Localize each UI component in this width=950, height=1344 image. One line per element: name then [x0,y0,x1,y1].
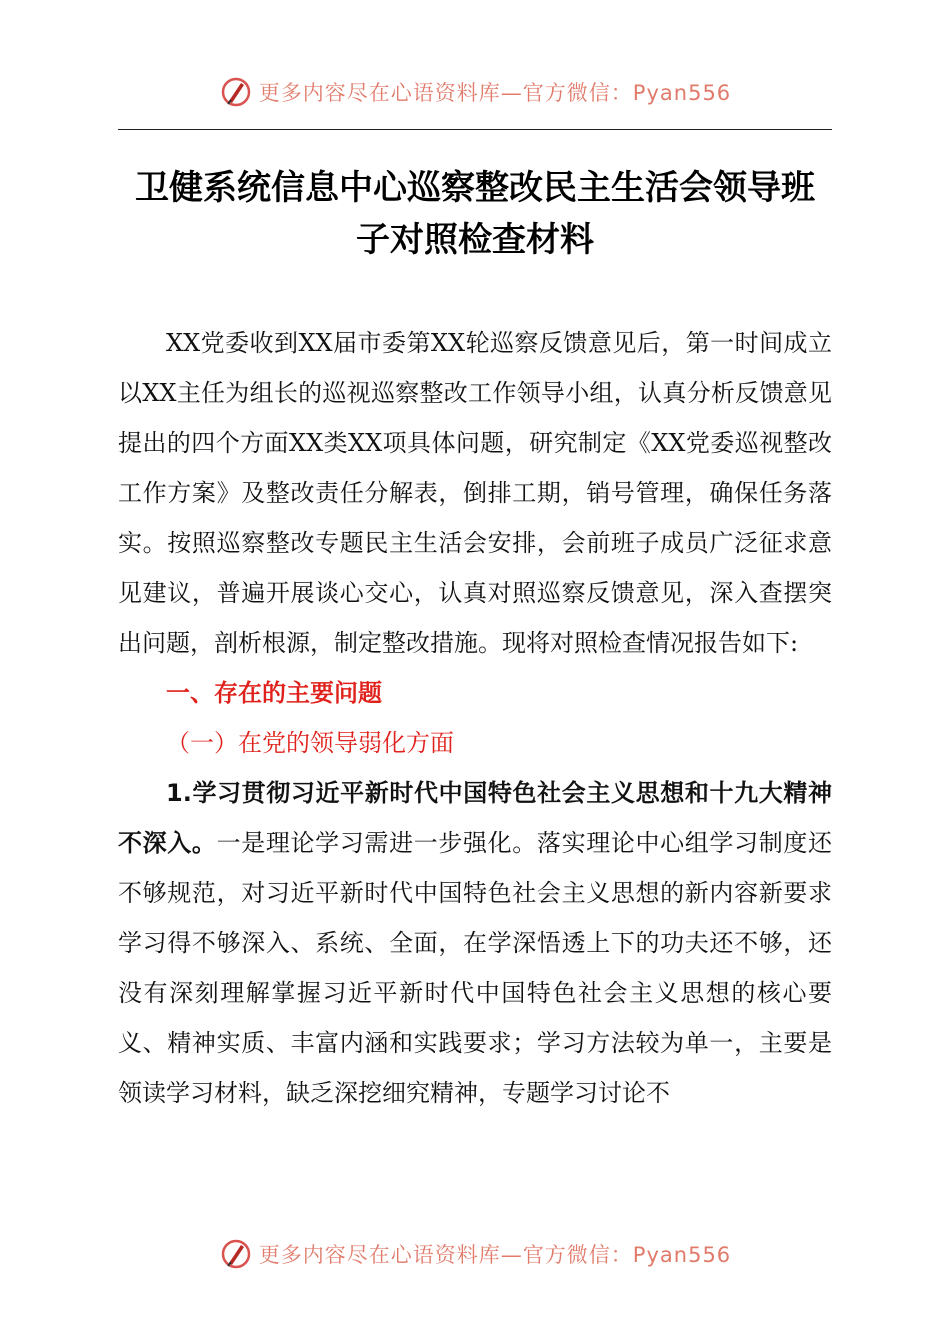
section-heading-1: 一、存在的主要问题 [166,679,382,707]
watermark-banner-top [0,72,950,112]
intro-paragraph: XX党委收到XX届市委第XX轮巡察反馈意见后，第一时间成立以XX主任为组长的巡视巡察整改工作领导小组，认真分析反馈意见提出的四个方面XX类XX项具体问题，研究制定《XX党委巡视整改工作方案》及整改责任分解表，倒排工期，销号管理，确保任务落实。按照巡察整改专题民主生活会安排，会前班子成员广泛征求意见建议，普遍开展谈心交心，认真对照巡察反馈意见，深入查摆突出问题，剖析根源，制定整改措施。现将对照检查情况报告如下: [118,329,832,657]
title-line-1: 卫健系统信息中心巡察整改民主生活会领导班 [135,168,815,208]
watermark-banner-bottom [0,1234,950,1274]
subsection-heading-1: （一）在党的领导弱化方面 [166,729,454,757]
pen-logo-icon [219,1237,253,1271]
document-title [118,162,832,266]
point-1-body: 一是理论学习需进一步强化。落实理论中心组学习制度还不够规范，对习近平新时代中国特色社会主义思想的新内容新要求学习得不够深入、系统、全面，在学深悟透上下的功夫还不够，还没有深刻理解掌握习近平新时代中国特色社会主义思想的核心要义、精神实质、丰富内涵和实践要求；学习方法较为单一，主要是领读学习材料，缺乏深挖细究精神，专题学习讨论不 [118,829,833,1107]
title-line-2: 子对照检查材料 [356,220,594,260]
pen-logo-icon [219,75,253,109]
watermark-text: 更多内容尽在心语资料库—官方微信：Pyan556 [258,1243,732,1267]
document-body [118,318,832,1118]
header-rule [118,129,832,130]
point-1-paragraph [118,768,832,1118]
watermark-text: 更多内容尽在心语资料库—官方微信：Pyan556 [258,81,732,105]
point-1-title: 1.学习贯彻习近平新时代中国特色社会主义思想和十九大精神不深入。 [118,779,832,857]
